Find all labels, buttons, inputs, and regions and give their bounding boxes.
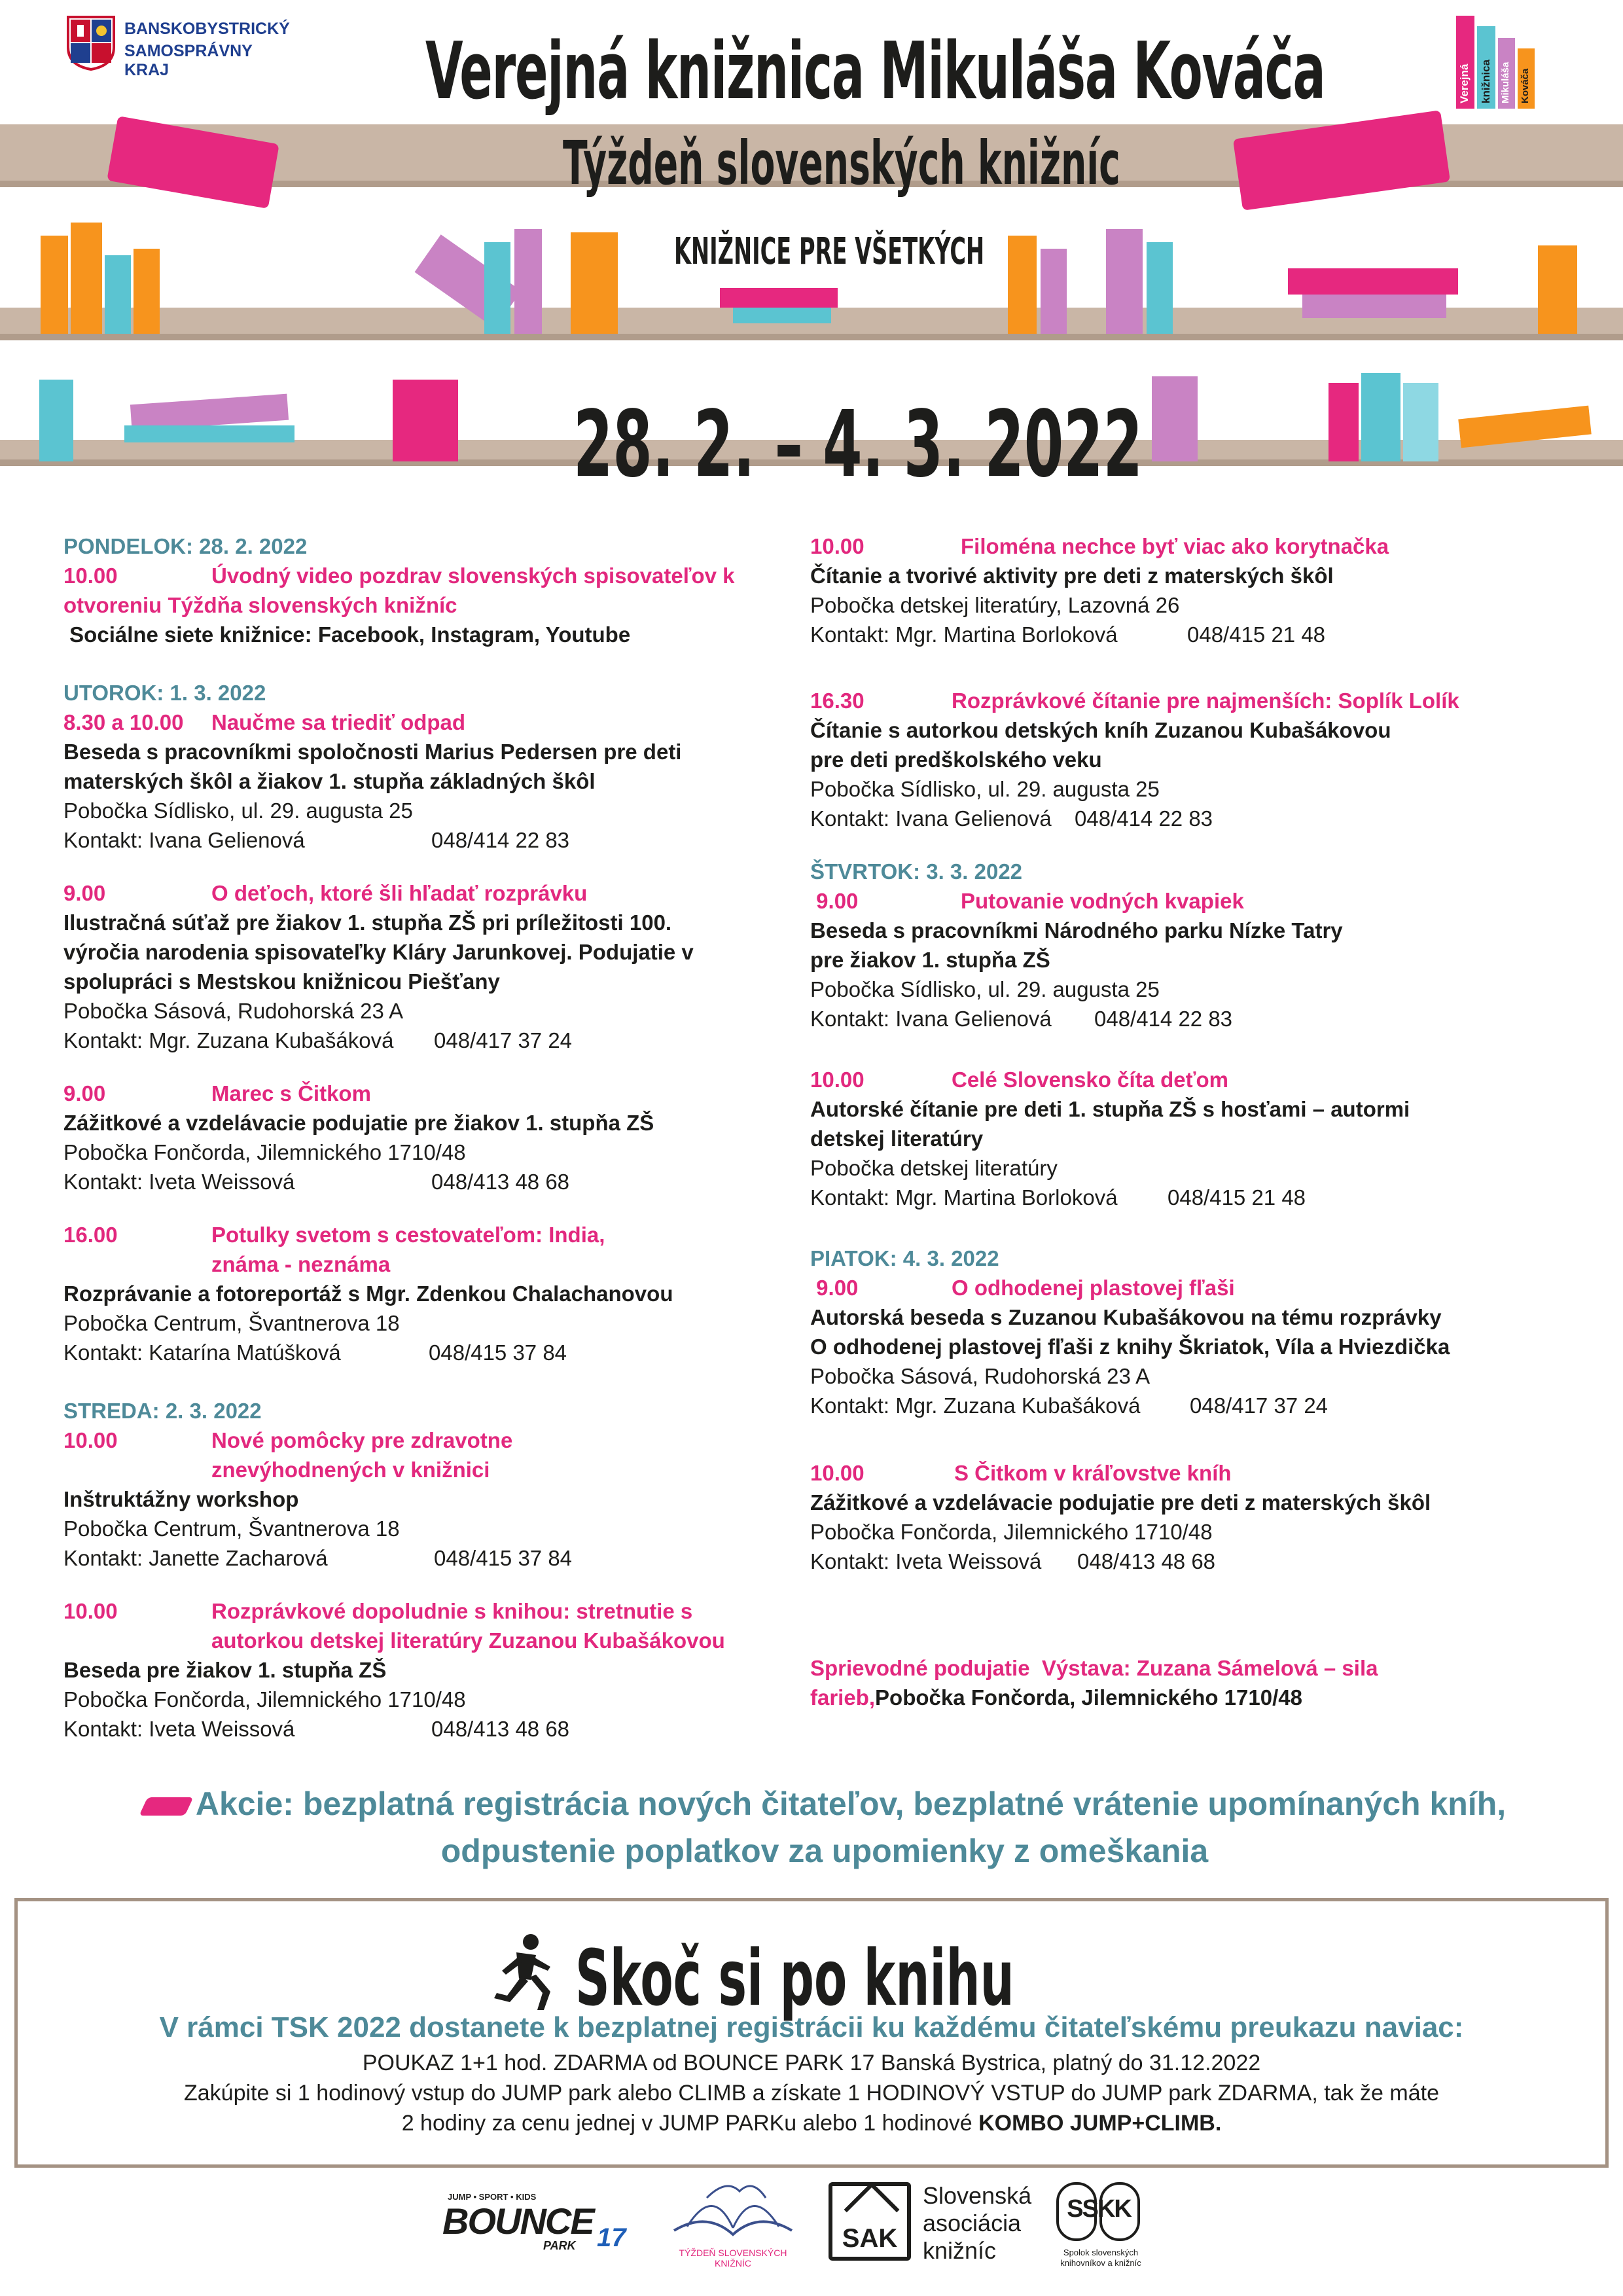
event-time: 10.00 bbox=[63, 1428, 118, 1452]
book-mid-1 bbox=[41, 236, 68, 334]
book-bot-1 bbox=[39, 380, 73, 461]
contact-phone: 048/413 48 68 bbox=[431, 1170, 570, 1194]
promo-line3-text: 2 hodiny za cenu jednej v JUMP PARKu alebo 1 hodinové bbox=[401, 2111, 979, 2136]
region-crest-icon bbox=[65, 14, 116, 71]
offers-banner bbox=[72, 1780, 1577, 1874]
contact-phone: 048/415 37 84 bbox=[434, 1546, 573, 1570]
contact-phone: 048/413 48 68 bbox=[431, 1717, 570, 1741]
promo-lead: V rámci TSK 2022 dostanete k bezplatnej registrácii ku každému čitateľskému preukazu naviac: bbox=[159, 2011, 1464, 2043]
event-time: 10.00 bbox=[810, 1461, 865, 1485]
sskk-abbr: SSKK bbox=[1067, 2195, 1131, 2223]
promo-headline-text: Skoč si po knihu bbox=[575, 1933, 1014, 2023]
book-mid-4 bbox=[134, 249, 160, 334]
event-time: 10.00 bbox=[63, 1599, 118, 1623]
book-mid-6 bbox=[484, 242, 510, 334]
event-description: Autorské čítanie pre deti 1. stupňa ZŠ s hosťami – autormi bbox=[810, 1097, 1410, 1121]
event-place: Pobočka Sídlisko, ul. 29. augusta 25 bbox=[810, 977, 1160, 1001]
event-contact bbox=[63, 1543, 790, 1573]
event-time: 9.00 bbox=[810, 1276, 859, 1300]
event-title: Týždeň slovenských knižníc bbox=[563, 128, 1120, 198]
book-bot-3 bbox=[124, 425, 294, 442]
event-place: Pobočka Centrum, Švantnerova 18 bbox=[63, 1311, 400, 1335]
day-heading-wednesday: STREDA: 2. 3. 2022 bbox=[63, 1399, 262, 1423]
contact-person: Kontakt: Mgr. Zuzana Kubašáková bbox=[63, 1028, 394, 1052]
event-place: Pobočka Centrum, Švantnerova 18 bbox=[63, 1516, 400, 1541]
event-time: 10.00 bbox=[810, 1067, 865, 1092]
logo-word-2: knižnica bbox=[1480, 59, 1492, 103]
event-title-cont: autorkou detskej literatúry Zuzanou Kubašákovou bbox=[211, 1628, 725, 1653]
event-title-text: Celé Slovensko číta deťom bbox=[952, 1067, 1228, 1092]
contact-phone: 048/414 22 83 bbox=[431, 828, 570, 852]
page-title: Verejná knižnica Mikuláša Kováča bbox=[425, 26, 1325, 117]
bounce-logo bbox=[442, 2189, 632, 2255]
event-description: Zážitkové a vzdelávacie podujatie pre žiakov 1. stupňa ZŠ bbox=[63, 1111, 654, 1135]
event-title bbox=[810, 531, 1596, 561]
sskk-badge bbox=[1056, 2182, 1141, 2242]
region-name-line2: SAMOSPRÁVNY KRAJ bbox=[124, 42, 253, 79]
promo-box bbox=[14, 1898, 1609, 2168]
event-contact bbox=[810, 1004, 1596, 1033]
day-heading-friday: PIATOK: 4. 3. 2022 bbox=[810, 1246, 999, 1270]
program-left-column bbox=[63, 531, 790, 1744]
event-title-text: Filoména nechce byť viac ako korytnačka bbox=[961, 534, 1389, 558]
event-description: Inštruktážny workshop bbox=[63, 1487, 299, 1511]
event-title-text: Nové pomôcky pre zdravotne bbox=[211, 1428, 513, 1452]
side-event-place: Pobočka Fončorda, Jilemnického 1710/48 bbox=[875, 1685, 1302, 1710]
day-heading-monday: PONDELOK: 28. 2. 2022 bbox=[63, 534, 308, 558]
event-description: spolupráci s Mestskou knižnicou Piešťany bbox=[63, 969, 500, 994]
library-logo bbox=[1456, 12, 1548, 110]
contact-phone: 048/417 37 24 bbox=[434, 1028, 573, 1052]
motto: KNIŽNICE PRE VŠETKÝCH bbox=[674, 230, 985, 273]
pink-book-icon bbox=[139, 1797, 193, 1816]
event-place: Pobočka Sídlisko, ul. 29. augusta 25 bbox=[810, 777, 1160, 801]
event-place: Pobočka Fončorda, Jilemnického 1710/48 bbox=[63, 1687, 466, 1712]
book-mid-14 bbox=[1147, 242, 1173, 334]
book-mid-7 bbox=[514, 229, 542, 334]
contact-person: Kontakt: Mgr. Martina Borloková bbox=[810, 622, 1118, 647]
event-place: Pobočka detskej literatúry, Lazovná 26 bbox=[810, 593, 1180, 617]
sskk-name: Spolok slovenských knihovníkov a knižníc bbox=[1060, 2248, 1141, 2268]
book-bot-8 bbox=[1403, 383, 1438, 461]
event-title-text: O deťoch, ktoré šli hľadať rozprávku bbox=[211, 881, 588, 905]
event-time: 10.00 bbox=[810, 534, 865, 558]
event-title bbox=[63, 1079, 790, 1108]
event-time: 16.30 bbox=[810, 689, 865, 713]
logo-word-1: Verejná bbox=[1458, 63, 1471, 103]
book-bot-4 bbox=[393, 380, 458, 461]
event-title-text: Rozprávkové čítanie pre najmenších: Soplík Lolík bbox=[952, 689, 1459, 713]
side-event-label: farieb, bbox=[810, 1685, 876, 1710]
sak-badge bbox=[829, 2182, 911, 2261]
promo-line1: POUKAZ 1+1 hod. ZDARMA od BOUNCE PARK 17 Banská Bystrica, platný do 31.12.2022 bbox=[362, 2051, 1261, 2075]
promo-line3 bbox=[18, 2111, 1605, 2136]
logo-word-3: Mikuláša bbox=[1500, 62, 1511, 103]
event-title bbox=[810, 686, 1596, 715]
sak-name-3: knižníc bbox=[923, 2237, 997, 2264]
event-dates: 28. 2. – 4. 3. 2022 bbox=[573, 391, 1143, 498]
contact-person: Kontakt: Mgr. Zuzana Kubašáková bbox=[810, 1393, 1141, 1418]
event-time: 9.00 bbox=[63, 1081, 106, 1105]
contact-phone: 048/415 21 48 bbox=[1168, 1185, 1306, 1210]
sskk-logo bbox=[1048, 2182, 1153, 2274]
event-title bbox=[810, 886, 1596, 916]
event-contact bbox=[810, 1391, 1596, 1420]
day-heading-thursday: ŠTVRTOK: 3. 3. 2022 bbox=[810, 859, 1023, 884]
event-title-text: Marec s Čitkom bbox=[211, 1081, 371, 1105]
contact-person: Kontakt: Iveta Weissová bbox=[63, 1170, 295, 1194]
event-title-cont: známa - neznáma bbox=[211, 1252, 391, 1276]
contact-person: Kontakt: Janette Zacharová bbox=[63, 1546, 328, 1570]
event-description: Rozprávanie a fotoreportáž s Mgr. Zdenkou Chalachanovou bbox=[63, 1282, 673, 1306]
event-place: Pobočka Sásová, Rudohorská 23 A bbox=[63, 999, 404, 1023]
event-contact bbox=[63, 1338, 790, 1367]
event-title bbox=[63, 878, 790, 908]
book-mid-2 bbox=[71, 223, 102, 334]
shelf-middle-edge bbox=[0, 334, 1623, 340]
event-title-text: Putovanie vodných kvapiek bbox=[961, 889, 1244, 913]
contact-person: Kontakt: Iveta Weissová bbox=[810, 1549, 1042, 1573]
event-place: Pobočka Fončorda, Jilemnického 1710/48 bbox=[810, 1520, 1213, 1544]
event-description: Ilustračná súťaž pre žiakov 1. stupňa ZŠ pri príležitosti 100. bbox=[63, 910, 672, 935]
event-title-text: Úvodný video pozdrav slovenských spisovateľov k bbox=[211, 564, 735, 588]
event-title-text: O odhodenej plastovej fľaši bbox=[952, 1276, 1235, 1300]
event-title-text: Potulky svetom s cestovateľom: India, bbox=[211, 1223, 605, 1247]
event-title-cont: znevýhodnených v knižnici bbox=[211, 1458, 490, 1482]
open-book-icon bbox=[668, 2172, 798, 2244]
event-description: Beseda s pracovníkmi spoločnosti Marius Pedersen pre deti bbox=[63, 740, 682, 764]
event-description: Autorská beseda s Zuzanou Kubašákovou na tému rozprávky bbox=[810, 1305, 1442, 1329]
event-description: výročia narodenia spisovateľky Kláry Jarunkovej. Podujatie v bbox=[63, 940, 694, 964]
event-title-cont: otvoreniu Týždňa slovenských knižníc bbox=[63, 593, 457, 617]
event-contact bbox=[63, 1167, 790, 1196]
sak-abbr: SAK bbox=[842, 2224, 898, 2253]
book-mid-8 bbox=[571, 232, 618, 334]
event-title-text: Rozprávkové dopoludnie s knihou: stretnutie s bbox=[211, 1599, 693, 1623]
sak-name-1: Slovenská bbox=[923, 2182, 1032, 2209]
event-contact bbox=[810, 620, 1596, 649]
contact-phone: 048/415 21 48 bbox=[1187, 622, 1326, 647]
event-contact bbox=[63, 1026, 790, 1055]
book-mid-3 bbox=[105, 255, 131, 334]
event-title bbox=[63, 1220, 790, 1249]
tsk-logo bbox=[668, 2172, 798, 2276]
contact-person: Kontakt: Ivana Gelienová bbox=[810, 1007, 1052, 1031]
event-description: Beseda pre žiakov 1. stupňa ZŠ bbox=[63, 1658, 387, 1682]
book-mid-15 bbox=[1288, 268, 1458, 295]
contact-person: Kontakt: Katarína Matúšková bbox=[63, 1340, 341, 1365]
event-title bbox=[63, 1426, 790, 1455]
contact-person: Kontakt: Iveta Weissová bbox=[63, 1717, 295, 1741]
sak-name-2: asociácia bbox=[923, 2210, 1022, 2236]
book-mid-10 bbox=[733, 308, 831, 323]
book-mid-9 bbox=[720, 288, 838, 308]
tsk-text: TÝŽDEŇ SLOVENSKÝCH KNIŽNÍC bbox=[679, 2248, 787, 2269]
book-bot-5 bbox=[1152, 376, 1198, 461]
event-title bbox=[810, 1065, 1596, 1094]
side-event-line1: Sprievodné podujatie Výstava: Zuzana Sámelová – sila bbox=[810, 1656, 1378, 1680]
contact-person: Kontakt: Mgr. Martina Borloková bbox=[810, 1185, 1118, 1210]
event-time: 16.00 bbox=[63, 1223, 118, 1247]
book-mid-12 bbox=[1041, 249, 1067, 334]
event-place: Pobočka Sídlisko, ul. 29. augusta 25 bbox=[63, 798, 413, 823]
promo-line3-bold: KOMBO JUMP+CLIMB. bbox=[978, 2111, 1222, 2136]
event-title bbox=[63, 561, 790, 590]
region-name-line1: BANSKOBYSTRICKÝ bbox=[124, 20, 290, 38]
bounce-tagline: JUMP • SPORT • KIDS bbox=[448, 2192, 537, 2202]
event-description: Beseda s pracovníkmi Národného parku Nízke Tatry bbox=[810, 918, 1343, 942]
event-time: 8.30 a 10.00 bbox=[63, 710, 184, 734]
event-description: Zážitkové a vzdelávacie podujatie pre deti z materských škôl bbox=[810, 1490, 1431, 1515]
event-title bbox=[810, 1458, 1596, 1488]
bounce-name: BOUNCE bbox=[442, 2200, 594, 2242]
event-time: 9.00 bbox=[810, 889, 859, 913]
offers-line2: odpustenie poplatkov za upomienky z omeškania bbox=[440, 1833, 1209, 1869]
side-event-line2 bbox=[810, 1683, 1596, 1712]
sak-logo bbox=[829, 2182, 1038, 2267]
event-contact bbox=[810, 1183, 1596, 1212]
contact-phone: 048/417 37 24 bbox=[1190, 1393, 1329, 1418]
event-title-text: S Čitkom v kráľovstve kníh bbox=[954, 1461, 1232, 1485]
event-description: materských škôl a žiakov 1. stupňa základných škôl bbox=[63, 769, 596, 793]
event-contact bbox=[63, 1714, 790, 1744]
event-description: detskej literatúry bbox=[810, 1126, 984, 1151]
program-right-column bbox=[810, 531, 1596, 1712]
book-mid-11 bbox=[1008, 236, 1037, 334]
contact-phone: 048/413 48 68 bbox=[1077, 1549, 1216, 1573]
event-title bbox=[63, 1596, 790, 1626]
event-contact bbox=[63, 825, 790, 855]
event-contact bbox=[810, 1547, 1596, 1576]
event-place: Pobočka detskej literatúry bbox=[810, 1156, 1058, 1180]
event-title bbox=[63, 708, 790, 737]
day-heading-tuesday: UTOROK: 1. 3. 2022 bbox=[63, 681, 266, 705]
book-bot-7 bbox=[1361, 373, 1400, 461]
event-place: Pobočka Fončorda, Jilemnického 1710/48 bbox=[63, 1140, 466, 1164]
event-description: Čítanie s autorkou detských kníh Zuzanou Kubašákovou bbox=[810, 718, 1391, 742]
event-description: Sociálne siete knižnice: Facebook, Instagram, Youtube bbox=[63, 622, 631, 647]
book-mid-13 bbox=[1106, 229, 1143, 334]
event-time: 10.00 bbox=[63, 564, 118, 588]
contact-person: Kontakt: Ivana Gelienová bbox=[810, 806, 1052, 831]
event-description: pre deti predškolského veku bbox=[810, 747, 1102, 772]
event-time: 9.00 bbox=[63, 881, 106, 905]
region-logo bbox=[65, 13, 290, 79]
contact-phone: 048/414 22 83 bbox=[1075, 806, 1213, 831]
event-title-text: Naučme sa triediť odpad bbox=[211, 710, 466, 734]
event-description: O odhodenej plastovej fľaši z knihy Škriatok, Víla a Hviezdička bbox=[810, 1335, 1450, 1359]
event-title bbox=[810, 1273, 1596, 1302]
contact-phone: 048/415 37 84 bbox=[429, 1340, 567, 1365]
logo-word-4: Kováča bbox=[1520, 68, 1531, 103]
event-description: Čítanie a tvorivé aktivity pre deti z materských škôl bbox=[810, 564, 1334, 588]
event-description: pre žiakov 1. stupňa ZŠ bbox=[810, 948, 1050, 972]
book-mid-16 bbox=[1302, 295, 1446, 318]
contact-person: Kontakt: Ivana Gelienová bbox=[63, 828, 305, 852]
bounce-park: PARK bbox=[543, 2239, 576, 2252]
book-bot-6 bbox=[1329, 383, 1359, 461]
event-contact bbox=[810, 804, 1596, 833]
event-place: Pobočka Sásová, Rudohorská 23 A bbox=[810, 1364, 1150, 1388]
offers-line1: Akcie: bezplatná registrácia nových čitateľov, bezplatné vrátenie upomínaných kníh, bbox=[195, 1785, 1507, 1822]
book-mid-17 bbox=[1538, 245, 1577, 334]
contact-phone: 048/414 22 83 bbox=[1094, 1007, 1233, 1031]
bounce-number: 17 bbox=[597, 2223, 626, 2252]
promo-line2: Zakúpite si 1 hodinový vstup do JUMP park alebo CLIMB a získate 1 HODINOVÝ VSTUP do JUMP park ZDARMA, tak že máte bbox=[184, 2081, 1439, 2106]
